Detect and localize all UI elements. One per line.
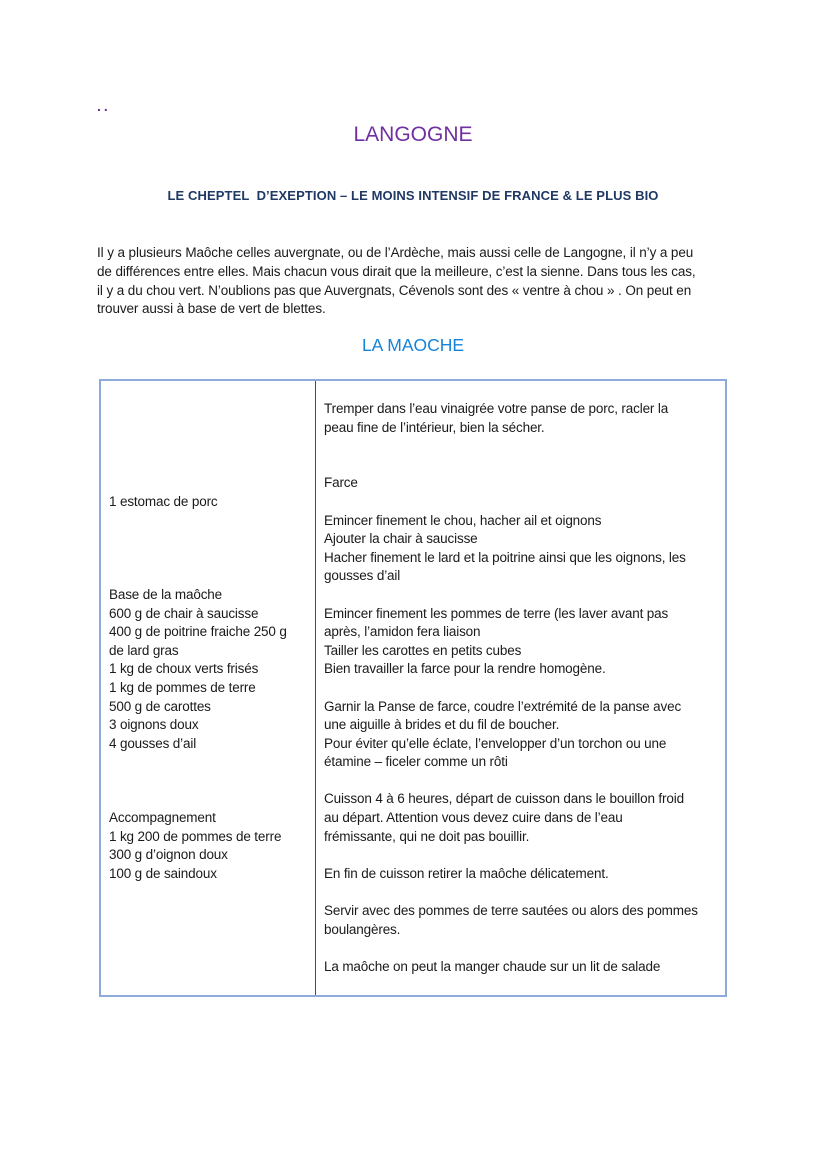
text-line [109,437,308,456]
text-line [109,400,308,419]
text-line: 300 g d’oignon doux [109,847,228,863]
text-line: Garnir la Panse de farce, coudre l’extrémité de la panse avec [324,698,682,714]
text-line: Il y a plusieurs Maôche celles auvergnate, ou de l’Ardèche, mais aussi celle de Langogne, il n’y a peu [97,245,694,260]
text-line: Ajouter la chair à saucisse [324,531,478,547]
text-line: 500 g de carottes [109,698,211,714]
text-line: boulangères. [324,921,401,937]
text-line: 4 gousses d’ail [109,735,197,751]
text-line [324,456,718,475]
text-line: étamine – ficeler comme un rôti [324,754,508,770]
text-line: En fin de cuisson retirer la maôche délicatement. [324,865,609,881]
text-line [324,437,718,456]
text-line: gousses d’ail [324,568,401,584]
text-line [109,772,308,791]
text-line: Hacher finement le lard et la poitrine ainsi que les oignons, les [324,549,686,565]
text-line: 600 g de chair à saucisse [109,605,259,621]
text-line: 1 kg de choux verts frisés [109,661,259,677]
text-line: trouver aussi à base de vert de blettes. [97,301,326,317]
text-line [109,419,308,438]
text-line: Bien travailler la farce pour la rendre homogène. [324,661,606,677]
text-line [324,586,718,605]
text-line: 1 estomac de porc [109,493,218,509]
text-line [109,530,308,549]
corner-marker: .. [97,98,111,114]
text-line: Emincer finement le chou, hacher ail et oignons [324,512,602,528]
section-heading: LA MAOCHE [361,335,465,355]
text-line [109,549,308,568]
text-line: 400 g de poitrine fraiche 250 g [109,624,287,640]
text-line [109,753,308,772]
text-line [324,493,718,512]
text-line [109,567,308,586]
intro-paragraph [97,244,777,319]
text-line [324,846,718,865]
page-title: LANGOGNE [353,123,473,146]
text-line: 1 kg de pommes de terre [109,679,256,695]
text-line [109,790,308,809]
text-line: 1 kg 200 de pommes de terre [109,828,282,844]
text-line [109,456,308,475]
text-line: Farce [324,475,358,491]
text-line [324,679,718,698]
text-line: peau fine de l’intérieur, bien la sécher. [324,419,545,435]
text-line: La maôche on peut la manger chaude sur un lit de salade [324,958,661,974]
text-line: frémissante, qui ne doit pas bouillir. [324,828,530,844]
text-line: Pour éviter qu’elle éclate, l’envelopper d’un torchon ou une [324,735,667,751]
text-line: Tailler les carottes en petits cubes [324,642,522,658]
text-line: après, l’amidon fera liaison [324,624,481,640]
document-subtitle: LE CHEPTEL D’EXEPTION – LE MOINS INTENSIF DE FRANCE & LE PLUS BIO [167,188,659,203]
text-line: Servir avec des pommes de terre sautées ou alors des pommes [324,903,698,919]
ingredients-column [101,381,316,995]
text-line: Tremper dans l’eau vinaigrée votre panse de porc, racler la [324,401,669,416]
text-line [109,512,308,531]
text-line: de différences entre elles. Mais chacun vous dirait que la meilleure, c’est la sienne. Dans tous les cas, [97,263,696,279]
text-line: 100 g de saindoux [109,865,217,881]
text-line [324,883,718,902]
recipe-table [99,379,727,997]
text-line: 3 oignons doux [109,717,199,733]
text-line: de lard gras [109,642,179,658]
text-line: Cuisson 4 à 6 heures, départ de cuisson dans le bouillon froid [324,791,684,807]
text-line: Emincer finement les pommes de terre (les laver avant pas [324,605,669,621]
text-line [324,772,718,791]
text-line: une aiguille à brides et du fil de boucher. [324,717,560,733]
text-line: il y a du chou vert. N’oublions pas que Auvergnats, Cévenols sont des « ventre à chou » . On peut en [97,282,692,298]
text-line [109,474,308,493]
text-line: Accompagnement [109,810,216,826]
text-line: au départ. Attention vous devez cuire dans de l’eau [324,810,623,826]
text-line [324,939,718,958]
instructions-column [316,381,725,995]
text-line: Base de la maôche [109,586,223,602]
